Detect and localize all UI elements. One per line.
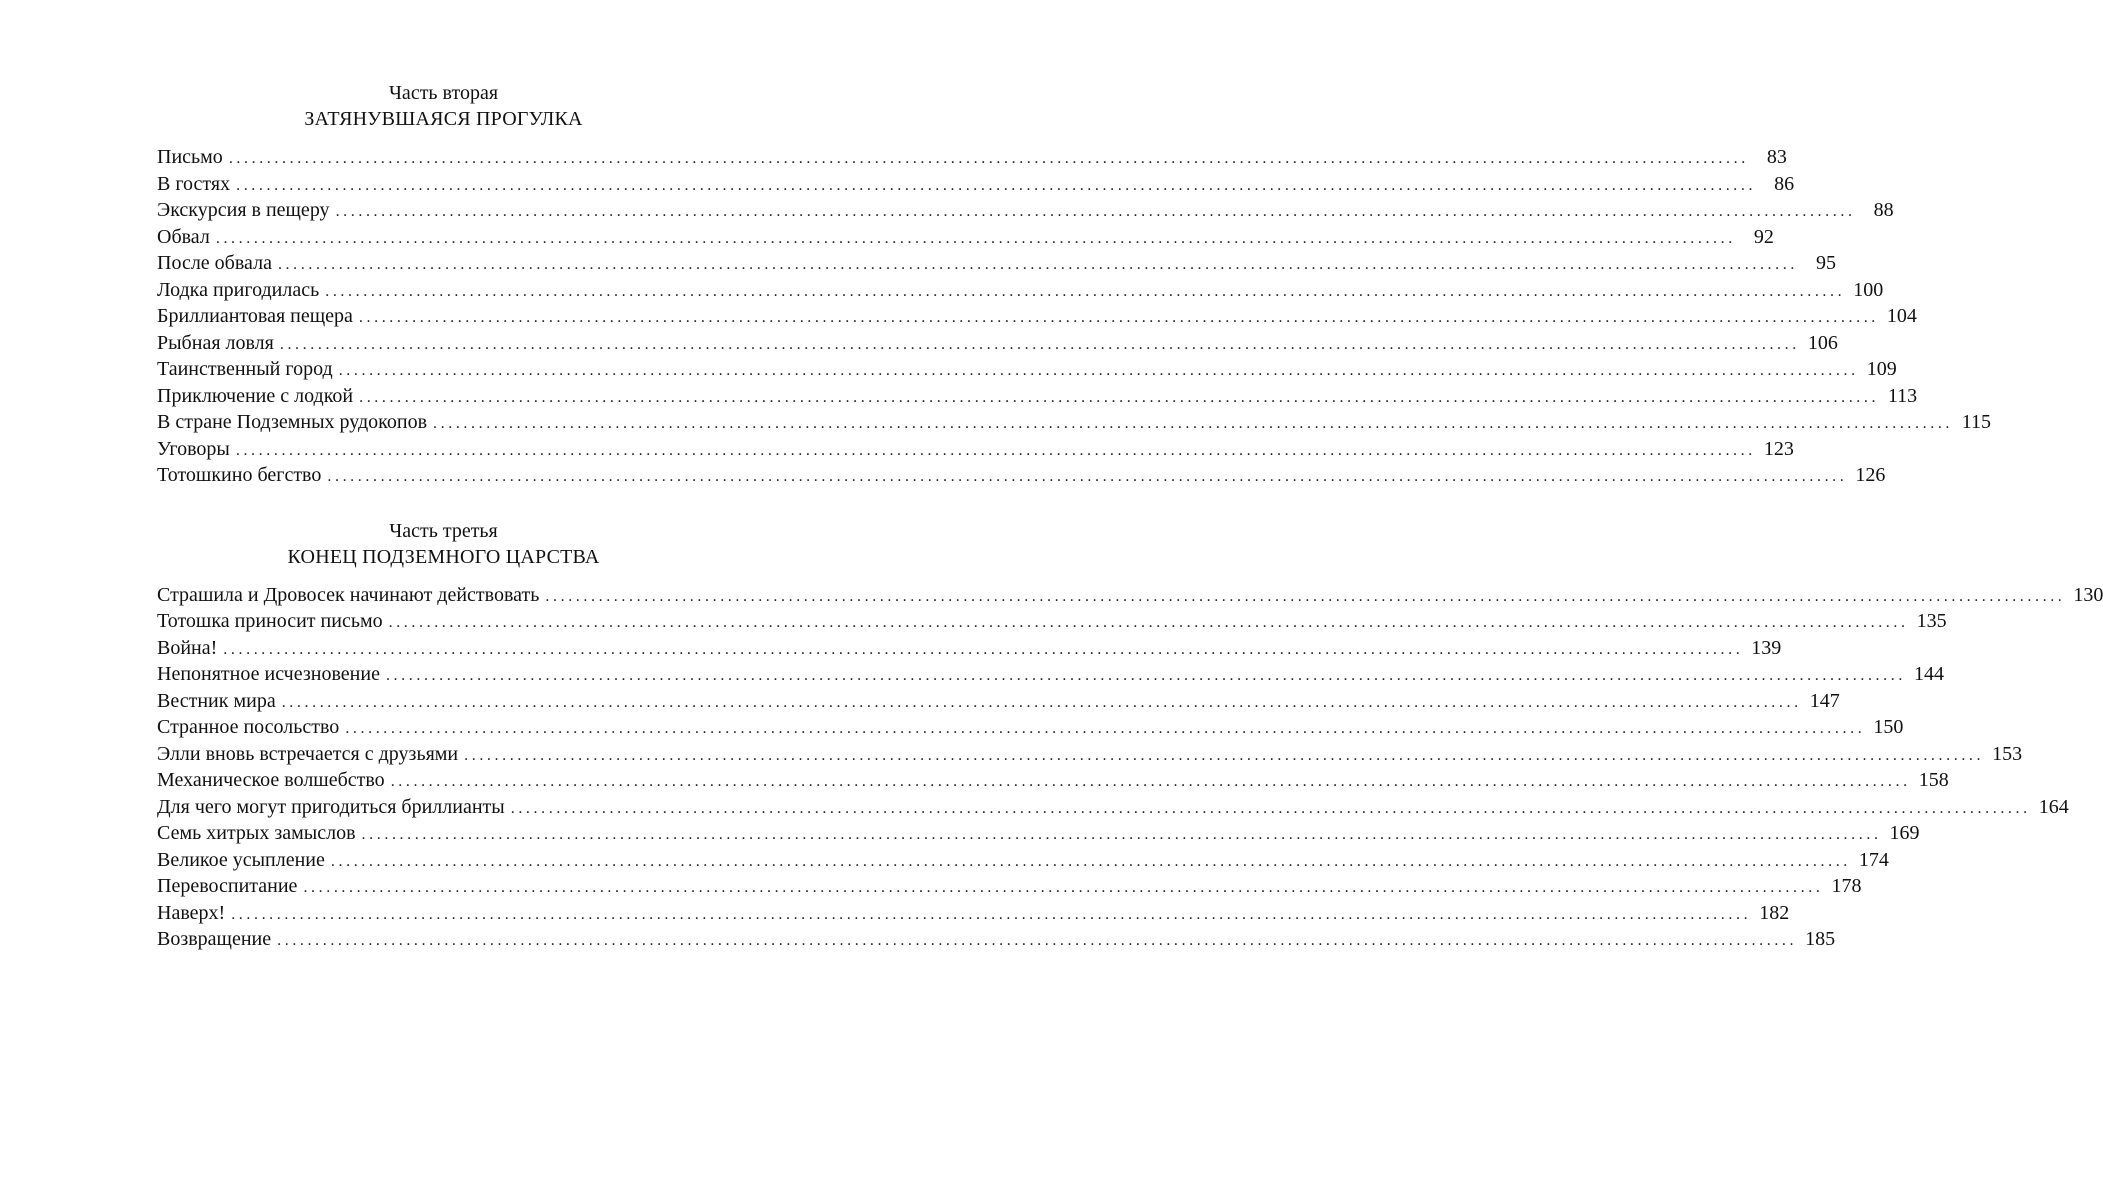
toc-entry-title: Возвращение bbox=[157, 928, 272, 950]
toc-entry bbox=[157, 767, 1949, 794]
toc-entry-page-number: 115 bbox=[1961, 411, 1992, 433]
toc-entry-title: После обвала bbox=[157, 252, 272, 274]
toc-entry-title: Страшила и Дровосек начинают действовать bbox=[157, 583, 540, 606]
toc-entry-page-number: 83 bbox=[1766, 146, 1787, 168]
part-three-title: КОНЕЦ ПОДЗЕМНОГО ЦАРСТВА bbox=[287, 545, 600, 568]
toc-entry-title: Лодка пригодилась bbox=[157, 278, 320, 301]
part-two-label: Часть вторая bbox=[388, 82, 499, 104]
part-two-entries bbox=[157, 144, 1992, 489]
dot-leader: ........................................................................................................................................................................................................ bbox=[464, 746, 1985, 764]
toc-entry bbox=[157, 330, 1838, 357]
toc-entry bbox=[157, 926, 1836, 953]
toc-entry bbox=[157, 277, 1884, 304]
dot-leader: ........................................................................................................................................................................................................ bbox=[281, 693, 1802, 711]
dot-leader: ........................................................................................................................................................................................................ bbox=[345, 720, 1866, 737]
toc-entry-title: Для чего могут пригодиться бриллианты bbox=[157, 795, 505, 818]
section-divider bbox=[157, 489, 730, 518]
toc-entry-page-number: 164 bbox=[2038, 795, 2069, 818]
toc-entry-page-number: 139 bbox=[1751, 636, 1782, 659]
toc-entry-page-number: 88 bbox=[1873, 199, 1894, 221]
dot-leader: ........................................................................................................................................................................................................ bbox=[338, 362, 1859, 379]
dot-leader: ........................................................................................................................................................................................................ bbox=[279, 335, 1800, 353]
part-three-entries bbox=[157, 582, 2103, 953]
toc-entry-title: В гостях bbox=[157, 172, 231, 195]
toc-entry-title: Экскурсия в пещеру bbox=[157, 199, 330, 221]
dot-leader: ........................................................................................................................................................................................................ bbox=[358, 309, 1879, 326]
toc-entry bbox=[157, 303, 1917, 330]
toc-entry-page-number: 169 bbox=[1889, 822, 1920, 844]
toc-entry bbox=[157, 171, 1795, 198]
toc-entry bbox=[157, 356, 1897, 383]
toc-entry-title: Вестник мира bbox=[157, 689, 276, 712]
toc-entry-page-number: 92 bbox=[1753, 225, 1774, 248]
toc-entry-title: Приключение с лодкой bbox=[157, 384, 354, 407]
toc-entry-title: Механическое волшебство bbox=[157, 769, 385, 791]
toc-entry-page-number: 130 bbox=[2073, 583, 2103, 606]
toc-entry bbox=[157, 847, 1889, 874]
toc-entry-page-number: 100 bbox=[1853, 278, 1884, 301]
toc-entry bbox=[157, 436, 1794, 463]
toc-entry-page-number: 150 bbox=[1873, 716, 1904, 738]
toc-entry-page-number: 123 bbox=[1763, 437, 1794, 460]
toc-entry-page-number: 86 bbox=[1774, 172, 1795, 195]
toc-entry-title: Письмо bbox=[157, 146, 223, 168]
toc-entry bbox=[157, 688, 1840, 715]
toc-entry bbox=[157, 661, 1944, 688]
dot-leader: ........................................................................................................................................................................................................ bbox=[215, 229, 1736, 247]
toc-entry-title: В стране Подземных рудокопов bbox=[157, 411, 428, 433]
toc-entry-title: Рыбная ловля bbox=[157, 331, 274, 354]
toc-entry bbox=[157, 224, 1774, 251]
dot-leader: ........................................................................................................................................................................................................ bbox=[228, 150, 1749, 167]
toc-entry-title: Тотошкино бегство bbox=[157, 464, 322, 486]
dot-leader: ........................................................................................................................................................................................................ bbox=[277, 932, 1798, 949]
dot-leader: ........................................................................................................................................................................................................ bbox=[231, 905, 1752, 923]
toc-entry-title: Перевоспитание bbox=[157, 875, 298, 897]
toc-entry-title: Непонятное исчезновение bbox=[157, 663, 380, 685]
toc-entry-title: Странное посольство bbox=[157, 716, 340, 738]
dot-leader: ........................................................................................................................................................................................................ bbox=[510, 799, 2031, 817]
toc-entry-title: Обвал bbox=[157, 225, 210, 248]
dot-leader: ........................................................................................................................................................................................................ bbox=[303, 879, 1824, 896]
toc-entry-title: Наверх! bbox=[157, 901, 226, 924]
part-two-title: ЗАТЯНУВШАЯСЯ ПРОГУЛКА bbox=[304, 108, 583, 130]
dot-leader: ........................................................................................................................................................................................................ bbox=[277, 256, 1798, 273]
dot-leader: ........................................................................................................................................................................................................ bbox=[390, 773, 1911, 790]
toc-entry-page-number: 185 bbox=[1805, 928, 1836, 950]
toc-entry bbox=[157, 714, 1904, 741]
dot-leader: ........................................................................................................................................................................................................ bbox=[223, 640, 1744, 658]
dot-leader: ........................................................................................................................................................................................................ bbox=[335, 203, 1856, 220]
dot-leader: ........................................................................................................................................................................................................ bbox=[385, 667, 1906, 684]
toc-entry-page-number: 106 bbox=[1807, 331, 1838, 354]
toc-entry-page-number: 174 bbox=[1858, 848, 1889, 871]
dot-leader: ........................................................................................................................................................................................................ bbox=[433, 415, 1954, 432]
toc-entry-page-number: 113 bbox=[1887, 384, 1918, 407]
dot-leader: ........................................................................................................................................................................................................ bbox=[388, 614, 1909, 631]
toc-entry bbox=[157, 409, 1992, 436]
toc-entry bbox=[157, 741, 2023, 768]
toc-entry-title: Тотошка приносит письмо bbox=[157, 610, 383, 632]
toc-entry-title: Семь хитрых замыслов bbox=[157, 822, 356, 844]
toc-entry-title: Элли вновь встречается с друзьями bbox=[157, 742, 459, 765]
toc-entry bbox=[157, 794, 2069, 821]
toc-entry bbox=[157, 144, 1787, 171]
dot-leader: ........................................................................................................................................................................................................ bbox=[359, 388, 1880, 406]
toc-entry-page-number: 178 bbox=[1831, 875, 1862, 897]
toc-entry bbox=[157, 582, 2103, 609]
toc-entry-page-number: 144 bbox=[1913, 663, 1944, 685]
toc-entry-title: Великое усыпление bbox=[157, 848, 325, 871]
part-three-section bbox=[157, 518, 2103, 953]
dot-leader: ........................................................................................................................................................................................................ bbox=[545, 587, 2066, 605]
toc-entry bbox=[157, 900, 1790, 927]
toc-entry-page-number: 95 bbox=[1815, 252, 1836, 274]
dot-leader: ........................................................................................................................................................................................................ bbox=[327, 468, 1848, 485]
toc-entry-page-number: 135 bbox=[1916, 610, 1947, 632]
toc-entry-page-number: 109 bbox=[1866, 358, 1897, 380]
toc-entry-page-number: 126 bbox=[1855, 464, 1886, 486]
toc-entry-page-number: 153 bbox=[1992, 742, 2023, 765]
toc-entry bbox=[157, 635, 1782, 662]
part-three-label: Часть третья bbox=[389, 519, 498, 542]
dot-leader: ........................................................................................................................................................................................................ bbox=[330, 852, 1851, 870]
toc-entry bbox=[157, 608, 1947, 635]
dot-leader: ........................................................................................................................................................................................................ bbox=[236, 176, 1757, 194]
toc-entry-title: Таинственный город bbox=[157, 358, 333, 380]
toc-entry-title: Война! bbox=[157, 636, 218, 659]
table-of-contents bbox=[157, 80, 2103, 953]
dot-leader: ........................................................................................................................................................................................................ bbox=[325, 282, 1846, 300]
toc-entry bbox=[157, 383, 1918, 410]
toc-entry-page-number: 104 bbox=[1886, 305, 1917, 327]
toc-entry-title: Бриллиантовая пещера bbox=[157, 305, 353, 327]
toc-entry bbox=[157, 250, 1836, 277]
dot-leader: ........................................................................................................................................................................................................ bbox=[235, 441, 1756, 459]
toc-entry bbox=[157, 197, 1894, 224]
part-two-section bbox=[157, 80, 1992, 489]
toc-entry bbox=[157, 873, 1862, 900]
toc-entry-page-number: 158 bbox=[1918, 769, 1949, 791]
dot-leader: ........................................................................................................................................................................................................ bbox=[361, 826, 1882, 843]
toc-entry bbox=[157, 462, 1886, 489]
toc-entry-page-number: 147 bbox=[1809, 689, 1840, 712]
toc-entry bbox=[157, 820, 1920, 847]
toc-entry-page-number: 182 bbox=[1759, 901, 1790, 924]
toc-entry-title: Уговоры bbox=[157, 437, 230, 460]
